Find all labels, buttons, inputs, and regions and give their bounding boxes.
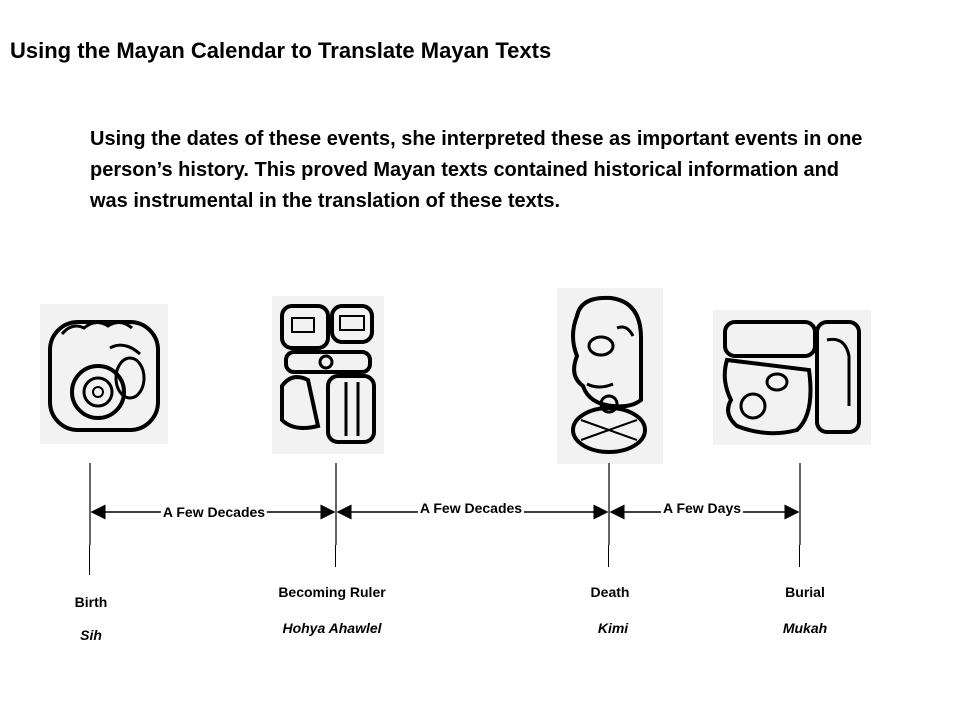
death-tick-ext <box>608 545 609 567</box>
ruler-tick-ext <box>335 545 336 567</box>
event-label-ruler: Becoming Ruler <box>278 584 386 600</box>
span-label-2: A Few Decades <box>419 500 523 516</box>
event-mayan-birth: Sih <box>80 627 102 643</box>
event-mayan-burial: Mukah <box>782 620 828 636</box>
event-label-burial: Burial <box>785 584 825 600</box>
event-label-birth: Birth <box>74 594 108 610</box>
becoming-ruler-glyph <box>272 296 384 454</box>
page-title: Using the Mayan Calendar to Translate Mayan Texts <box>10 38 552 63</box>
death-glyph <box>557 288 663 464</box>
span-label-1: A Few Decades <box>162 504 266 520</box>
description-paragraph: Using the dates of these events, she interpreted these as important events in one person’s history. This proved Mayan texts contained historical information and was instrumental in the translation of these texts. <box>90 128 863 212</box>
span-label-3: A Few Days <box>662 500 742 516</box>
event-label-death: Death <box>590 584 630 600</box>
birth-tick-ext <box>89 545 90 575</box>
event-mayan-death: Kimi <box>597 620 629 636</box>
burial-glyph <box>713 310 871 445</box>
event-mayan-ruler: Hohya Ahawlel <box>282 620 382 636</box>
birth-glyph <box>40 304 168 444</box>
burial-tick-ext <box>799 545 800 567</box>
